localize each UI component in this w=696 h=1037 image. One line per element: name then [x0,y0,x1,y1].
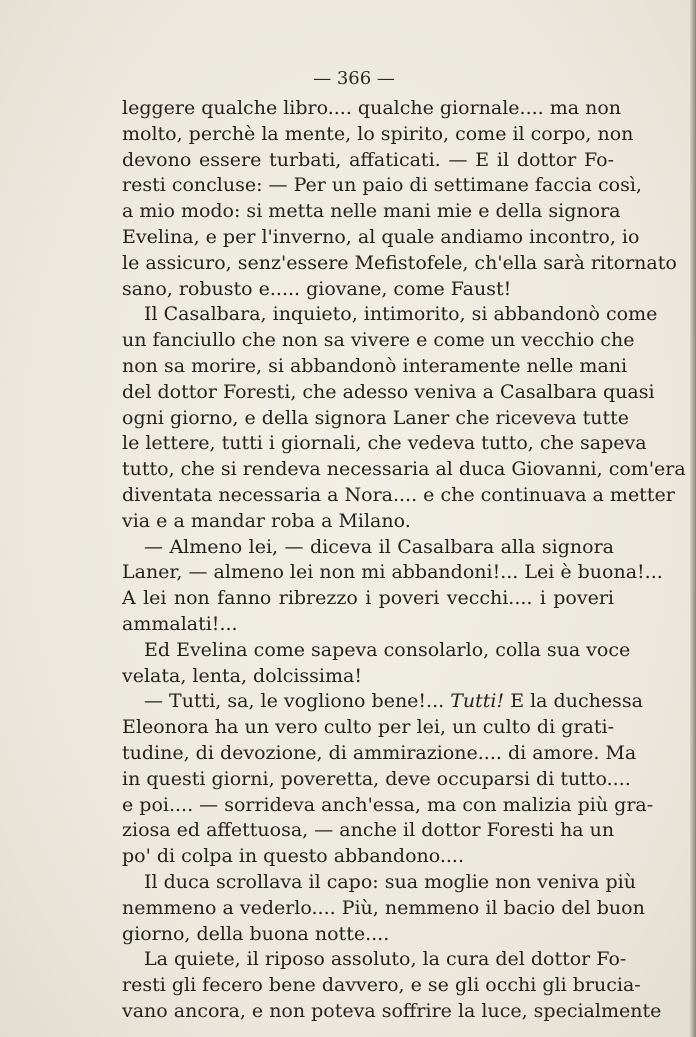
text-line: Ed Evelina come sapeva consolarlo, colla sua voce [144,638,631,661]
text-line: Il duca scrollava il capo: sua moglie non veniva più [144,870,636,893]
text-line: diventata necessaria a Nora.... e che continuava a metter [122,483,675,506]
text-line: Il Casalbara, inquieto, intimorito, si abbandonò come [144,303,658,326]
text-line: nemmeno a vederlo.... Più, nemmeno il bacio del buon [122,896,645,919]
text-line: ziosa ed affettuosa, — anche il dottor Foresti ha un [122,819,615,842]
text-line: molto, perchè la mente, lo spirito, come il corpo, non [122,122,634,145]
body-text [122,96,686,1025]
text-line: Laner, — almeno lei non mi abbandoni!... Lei è buona!... [122,561,663,584]
text-line: resti concluse: — Per un paio di settimane faccia così, [122,174,642,197]
text-line: ogni giorno, e della signora Laner che riceveva tutte [122,406,630,429]
text-line: Eleonora ha un vero culto per lei, un culto di grati- [122,716,614,739]
text-line-mixed [122,689,643,715]
text-line: un fanciullo che non sa vivere e come un vecchio che [122,329,635,352]
text-line: resti gli fecero bene davvero, e se gli occhi gli brucia- [122,974,641,997]
text-line: le assicuro, senz'essere Mefistofele, ch'ella sarà ritornato [122,251,677,274]
text-segment: E la duchessa [510,690,643,713]
text-line: del dottor Foresti, che adesso veniva a Casalbara quasi [122,380,655,403]
text-line: La quiete, il riposo assoluto, la cura del dottor Fo- [144,948,627,971]
text-line: giorno, della buona notte.... [122,922,390,945]
text-line: velata, lenta, dolcissima! [122,664,362,687]
text-line: sano, robusto e..... giovane, come Faust! [122,277,512,300]
page-edge [690,0,696,1037]
text-line: — Almeno lei, — diceva il Casalbara alla signora [144,535,614,558]
text-line: Evelina, e per l'inverno, al quale andiamo incontro, io [122,225,640,248]
page-number: — 366 — [313,68,395,89]
text-line: tutto, che si rendeva necessaria al duca Giovanni, com'era [122,458,686,481]
text-line: a mio modo: si metta nelle mani mie e della signora [122,200,621,223]
text-line: leggere qualche libro.... qualche giornale.... ma non [122,97,622,119]
text-line: via e a mandar roba a Milano. [122,509,411,532]
text-line: in questi giorni, poveretta, deve occuparsi di tutto.... [122,767,631,790]
text-line: A lei non fanno ribrezzo i poveri vecchi.... i poveri [122,587,614,610]
text-line: e poi.... — sorrideva anch'essa, ma con malizia più gra- [122,793,654,816]
text-line: non sa morire, si abbandonò interamente nelle mani [122,354,628,377]
text-line: tudine, di devozione, di ammirazione.... di amore. Ma [122,741,637,764]
text-line: devono essere turbati, affaticati. — E il dottor Fo- [122,148,614,171]
text-line: le lettere, tutti i giornali, che vedeva tutto, che sapeva [122,432,647,455]
text-line: po' di colpa in questo abbandono.... [122,845,465,868]
text-line: ammalati!... [122,612,238,635]
italic-text: Tutti! [450,690,505,713]
text-segment: — Tutti, sa, le vogliono bene!... [144,690,445,713]
text-line: vano ancora, e non poteva soffrire la luce, specialmente [122,999,662,1022]
